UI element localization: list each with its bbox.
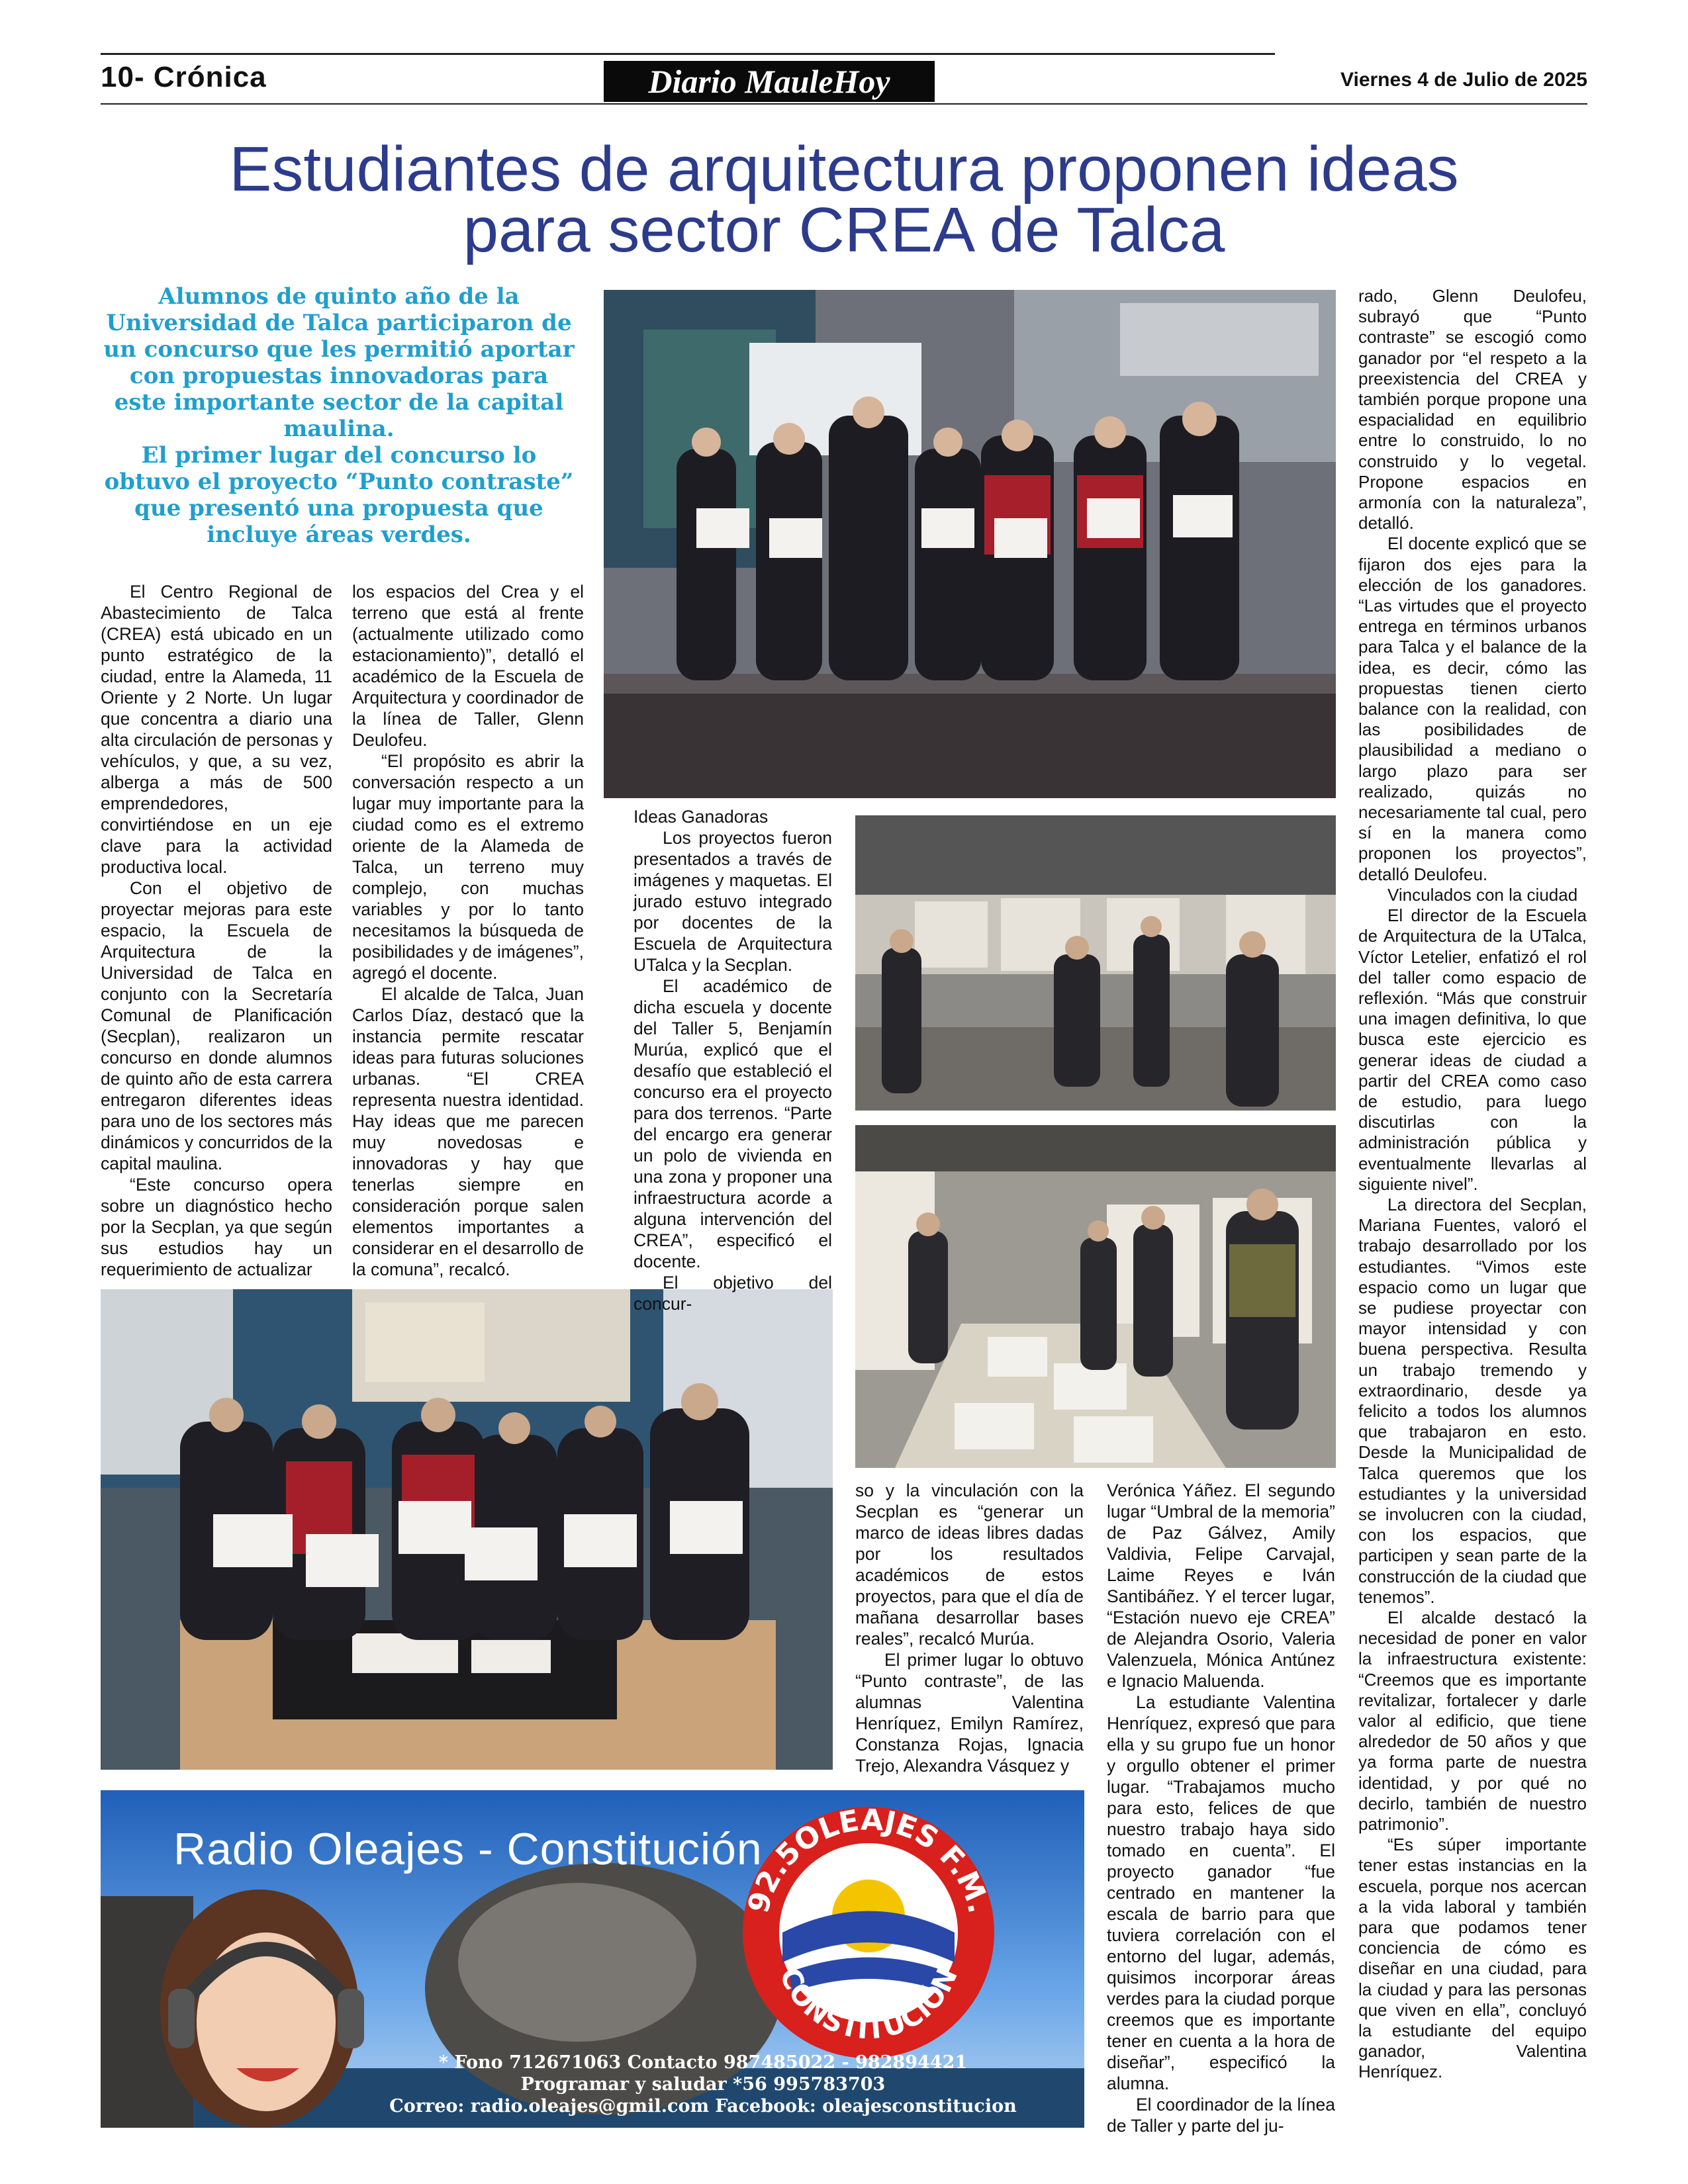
logo-frequency-text: 92.5OLEAJES F.M. [741, 1803, 996, 1917]
photo-exhibition-visitors [855, 815, 1336, 1111]
column-2 [352, 581, 584, 1280]
paragraph: El objetivo del concur- [633, 1273, 832, 1314]
column-6 [1358, 286, 1587, 2083]
column-1 [101, 581, 332, 1280]
ad-greeting-line: Programar y saludar *56 995783703 [520, 2074, 886, 2095]
paragraph: El alcalde de Talca, Juan Carlos Díaz, destacó que la instancia permite rescatar ideas para futuras soluciones urbanas. “El CREA representa nuestra identidad. Hay ideas que me parecen muy novedosas e innovadoras y hay que tenerlas siempre en consideración porque salen elementos importantes a considerar en el desarrollo de la comuna”, recalcó. [352, 984, 584, 1279]
paragraph: “Es súper importante tener estas instancias en la escuela, porque nos acercan a la vida laboral y también para que podamos tener conciencia de cómo es diseñar en una ciudad, para la ciudad y para las personas que viven en ella”, concluyó la estudiante del equipo ganador, Valentina Henríquez. [1358, 1835, 1587, 2082]
ad-title: Radio Oleajes - Constitución [173, 1824, 763, 1874]
ad-phone-line: * Fono 712671063 Contacto 987485022 - 982894421 [438, 2052, 968, 2073]
paragraph: El Centro Regional de Abastecimiento de Talca (CREA) está ubicado en un punto estratégico de la ciudad, entre la Alameda, 11 Oriente y 2 Norte. Un lugar que concentra a diario una alta circulación de personas y vehículos, y que, a su vez, alberga a más de 500 emprendedores, convirtiéndose en un eje clave para la actividad productiva local. [101, 582, 332, 877]
paragraph: Verónica Yáñez. El segundo lugar “Umbral de la memoria” de Paz Gálvez, Amily Valdivia, Felipe Carvajal, Laime Reyes e Iván Santibáñez. Y el tercer lugar, “Estación nuevo eje CREA” de Alejandra Osorio, Valeria Valenzuela, Mónica Antúnez e Ignacio Maluenda. [1107, 1480, 1335, 1691]
paragraph: El primer lugar lo obtuvo “Punto contraste”, de las alumnas Valentina Henríquez, Emilyn Ramírez, Constanza Rojas, Ignacia Trejo, Alexandra Vásquez y [855, 1650, 1084, 1776]
paragraph: so y la vinculación con la Secplan es “generar un marco de ideas libres dadas por los resultados académicos de estos proyectos, para que el día de mañana desarrollar bases reales”, recalcó Murúa. [855, 1480, 1084, 1649]
section-label: 10- Crónica [101, 61, 267, 93]
paragraph: El alcalde destacó la necesidad de poner en valor la infraestructura existente: “Creemos que es importante revitalizar, fortalecer y darle valor al edificio, que tiene alrededor de 50 años y que ya forma parte de nuestra identidad, y por qué no decirlo, también de nuestro patrimonio”. [1358, 1608, 1587, 1835]
logo-lettering [736, 1800, 1001, 2065]
paragraph: Los proyectos fueron presentados a través de imágenes y maquetas. El jurado estuvo integrado por docentes de la Escuela de Arquitectura UTalca y la Secplan. [633, 828, 832, 975]
paragraph: “El propósito es abrir la conversación respecto a un lugar muy importante para la ciudad como es el extremo oriente de la Alameda de Talca, un terreno muy complejo, con muchas variables y por lo tanto necesitamos la búsqueda de posibilidades y de imágenes”, agregó el docente. [352, 751, 584, 983]
issue-date: Viernes 4 de Julio de 2025 [1340, 69, 1587, 91]
column-4 [855, 1480, 1084, 1776]
paragraph: “Este concurso opera sobre un diagnóstico hecho por la Secplan, ya que según sus estudios hay un requerimiento de actualizar [101, 1175, 332, 1279]
paragraph: La estudiante Valentina Henríquez, expresó que para ella y su grupo fue un honor y orgullo obtener el primer lugar. “Trabajamos mucho para esto, felices de que nuestro trabajo haya sido tomado en cuenta”. El proyecto ganador “fue centrado en mantener la escala de barrio para que tuviera correlación con el entorno del lugar, además, quisimos incorporar áreas verdes para la ciudad porque creemos que es importante tener en cuenta a la hora de diseñar”, especificó la alumna. [1107, 1692, 1335, 2093]
header-bottom-rule [101, 103, 1587, 105]
ad-contact-info [332, 2052, 1074, 2117]
paragraph: El docente explicó que se fijaron dos ejes para la elección de los ganadores. “Las virtudes que el proyecto entrega en términos urbanos para Talca y el balance de la idea, es decir, cómo las propuestas tienen cierto balance con la realidad, con las posibilidades de plausibilidad a mediano o largo plazo para ser realizado, quizás no necesariamente tal cual, pero sí en la manera como proponen los proyectos”, detalló Deulofeu. [1358, 533, 1587, 884]
headline [165, 134, 1523, 265]
subheading-vinculados: Vinculados con la ciudad [1387, 884, 1578, 905]
subheading-ideas-ganadoras: Ideas Ganadoras [633, 807, 769, 827]
paragraph: Con el objetivo de proyectar mejoras para este espacio, la Escuela de Arquitectura de la Universidad de Talca en conjunto con la Secretaría Comunal de Planificación (Secplan), realizaron un concurso en donde alumnos de quinto año de esta carrera entregaron diferentes ideas para uno de los sectores más dinámicos y concurridos de la capital maulina. [101, 878, 332, 1173]
paragraph: La directora del Secplan, Mariana Fuentes, valoró el trabajo desarrollado por los estudiantes. “Vimos este espacio como un lugar que se pudiese proyectar con mayor intensidad y con buena perspectiva. Resulta un trabajo tremendo y extraordinario, desde ya felicito a todos los alumnos que trabajaron en esto. Desde la Municipalidad de Talca queremos que los estudiantes y la universidad se involucren con la ciudad, con los espacios, que participen y sean parte de la construcción de la ciudad que tenemos”. [1358, 1194, 1587, 1607]
photo-award-ceremony [604, 290, 1336, 798]
lead-text-1: Alumnos de quinto año de la Universidad de Talca participaron de un concurso que les permitió aportar con propuestas innovadoras para este importante sector de la capital maulina. [103, 283, 575, 442]
header-top-rule [101, 53, 1275, 55]
column-3 [633, 806, 832, 1314]
paragraph: El director de la Escuela de Arquitectura de la UTalca, Víctor Letelier, enfatizó el rol del taller como espacio de reflexión. “Más que construir una imagen definitiva, lo que busca este ejercicio es generar ideas de ciudad a partir del CREA como caso de estudio, para luego discutirlas con la administración pública y eventualmente llevarlas al siguiente nivel”. [1358, 905, 1587, 1194]
paragraph: los espacios del Crea y el terreno que está al frente (actualmente utilizado como estacionamiento)”, detalló el académico de la Escuela de Arquitectura y coordinador de la línea de Taller, Glenn Deulofeu. [352, 582, 584, 750]
lead-paragraph [101, 283, 577, 548]
headline-line-2: para sector CREA de Talca [463, 195, 1225, 265]
photo-architecture-models [855, 1125, 1336, 1468]
headline-line-1: Estudiantes de arquitectura proponen ideas [229, 134, 1459, 205]
photo-winning-students [101, 1289, 833, 1770]
ad-email-line: Correo: radio.oleajes@gmil.com Facebook: oleajesconstitucion [389, 2096, 1017, 2116]
masthead-logo: Diario MauleHoy [604, 61, 935, 102]
paragraph: rado, Glenn Deulofeu, subrayó que “Punto contraste” se escogió como ganador por “el respeto a la preexistencia del CREA y también porque propone una espacialidad en equilibrio entre lo construido, lo no construido y lo vegetal. Propone espacios en armonía con la naturaleza”, detalló. [1358, 286, 1587, 533]
radio-oleajes-ad [101, 1790, 1084, 2128]
paragraph: El académico de dicha escuela y docente del Taller 5, Benjamín Murúa, explicó que el desafío que estableció el concurso era el proyecto para dos terrenos. “Parte del encargo era generar un polo de vivienda en una zona y proponer una infraestructura acorde a alguna intervención del CREA”, especificó el docente. [633, 976, 832, 1271]
lead-text-2: El primer lugar del concurso lo obtuvo el proyecto “Punto contraste” que presentó una propuesta que incluye áreas verdes. [104, 442, 574, 548]
paragraph: El coordinador de la línea de Taller y parte del ju- [1107, 2095, 1335, 2136]
logo-city-text: CONSTITUCIÓN [773, 1962, 964, 2046]
column-5 [1107, 1480, 1335, 2136]
